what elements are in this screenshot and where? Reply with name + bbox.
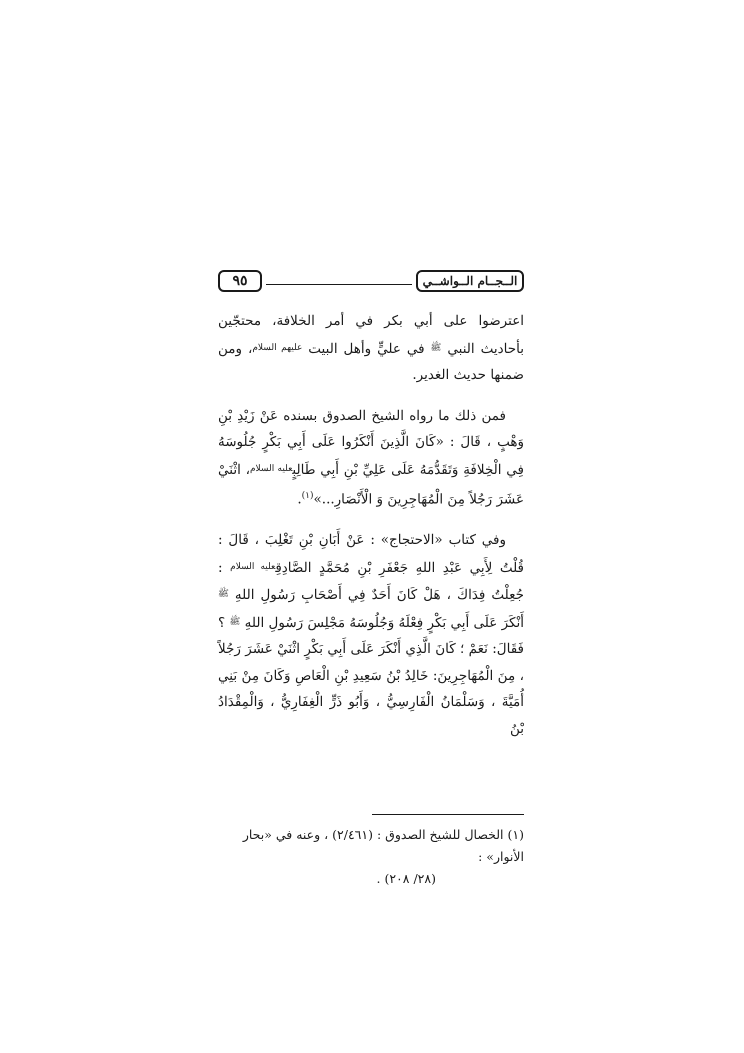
imam-honorific-2: عليه السلام [230, 561, 276, 572]
footnote-line-1: (١) الخصال للشيخ الصدوق : (٢/٤٦١) ، وعنه في «بحار الأنوار» : [242, 827, 524, 864]
p1-text-c: ، ومن ضمنها حديث الغدير. [218, 340, 524, 383]
prophet-honorific: ﷺ [430, 342, 442, 353]
p3-text-a: وفي كتاب «الاحتجاج» : عَنْ أَبَانِ بْنِ تَغْلِبَ ، قَالَ : قُلْتُ لِأَبِي عَبْدِ اللهِ جَعْفَرِ بْنِ مُحَمَّدٍ الصَّادِقِ [218, 532, 525, 576]
paragraph-2 [218, 403, 524, 514]
p2-text-end: . [297, 491, 302, 508]
ahl-bayt-honorific: عليهم السلام [252, 342, 303, 353]
imam-honorific: عليه السلام [249, 463, 293, 474]
p3-text-d: ؟ فَقَالَ: نَعَمْ ؛ كَانَ الَّذِي أَنْكَرَ عَلَى أَبِي بَكْرٍ اثْنَيْ عَشَرَ رَجُلاً ، مِنَ الْمُهَاجِرِينَ: خَالِدُ بْنُ سَعِيدِ بْنِ الْعَاصِ وَكَانَ مِنْ بَنِي أُمَيَّةَ ، وَسَلْمَانُ الْفَارِسِيُّ ، وَأَبُو ذَرٍّ الْغِفَارِيُّ ، وَالْمِقْدَادُ بْنُ [218, 614, 524, 737]
prophet-honorific-2: ﷺ [218, 589, 229, 599]
page-header [218, 270, 524, 296]
main-text [218, 308, 524, 756]
header-rule [266, 284, 412, 285]
page-number: ٩٥ [218, 270, 262, 292]
p2-text-a: فمن ذلك ما رواه الشيخ الصدوق بسنده عَنْ زَيْدِ بْنِ وَهْبٍ ، قَالَ : «كَانَ الَّذِينَ أَنْكَرُوا عَلَى أَبِي بَكْرٍ جُلُوسَهُ فِي الْخِلافَةِ وَتَقَدُّمَهُ عَلَى عَلِيِّ بْنِ أَبِي طَالِبٍ [218, 407, 525, 478]
paragraph-3 [218, 527, 524, 742]
running-title: الــجــام الــواشــي [416, 270, 524, 292]
paragraph-1 [218, 308, 524, 389]
p2-text-b: ، اثْنَيْ عَشَرَ رَجُلاً مِنَ الْمُهَاجِرِينَ وَ الْأَنْصَارِ...» [218, 461, 524, 508]
footnote-line-2: (٢٨/ ٢٠٨) . [376, 871, 436, 886]
footnote-separator [372, 814, 524, 815]
p3-text-c: أَنْكَرَ عَلَى أَبِي بَكْرٍ فِعْلَهُ وَجُلُوسَهُ مَجْلِسَ رَسُولِ اللهِ [244, 614, 525, 631]
footnote [218, 824, 524, 890]
footnote-ref: (١) [301, 491, 314, 501]
p3-text-b: : جُعِلْتُ فِدَاكَ ، هَلْ كَانَ أَحَدٌ فِي أَصْحَابِ رَسُولِ اللهِ [218, 559, 524, 603]
p1-text-b: في عليٍّ وأهل البيت [308, 340, 425, 357]
prophet-honorific-3: ﷺ [229, 616, 241, 627]
p1-text-a: اعترضوا على أبي بكر في أمر الخلافة، محتجّين بأحاديث النبي [218, 313, 524, 357]
